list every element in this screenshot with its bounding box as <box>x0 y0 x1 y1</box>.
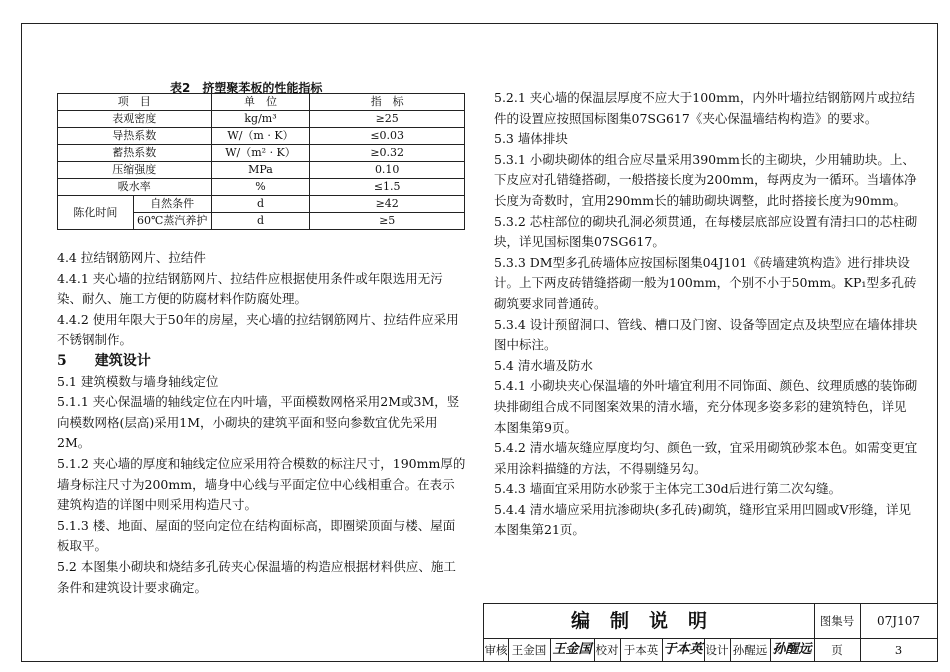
row-item: 压缩强度 <box>58 162 212 179</box>
reviewer-signature: 王金国 <box>550 639 595 661</box>
left-column <box>57 248 467 598</box>
row-value: ≥42 <box>310 196 465 213</box>
row-unit: kg/m³ <box>211 111 310 128</box>
row-value: ≤1.5 <box>310 179 465 196</box>
paragraph: 5.4.2 清水墙灰缝应厚度均匀、颜色一致，宜采用砌筑砂浆本色。如需变更宜采用涂料描缝的方法，不得剔缝另勾。 <box>494 440 918 476</box>
row-item: 导热系数 <box>58 128 212 145</box>
page-label: 页 <box>814 639 861 661</box>
paragraph: 5.1 建筑模数与墙身轴线定位 <box>57 373 219 389</box>
table-row <box>58 196 465 213</box>
checker-signature: 于本英 <box>662 639 705 661</box>
table-row <box>58 162 465 179</box>
paragraph: 5.2 本图集小砌块和烧结多孔砖夹心保温墙的构造应根据材料供应、施工条件和建筑设计要求确定。 <box>57 558 456 595</box>
checker-name: 于本英 <box>620 639 663 661</box>
header-unit: 单 位 <box>211 94 310 111</box>
paragraph: 5.3.2 芯柱部位的砌块孔洞必须贯通，在每楼层底部应设置有清扫口的芯柱砌块，详见国标图集07SG617。 <box>494 213 918 250</box>
table-row <box>58 145 465 162</box>
title-block-row <box>484 604 938 639</box>
group-label: 陈化时间 <box>58 196 134 230</box>
row-item: 自然条件 <box>133 196 211 213</box>
title-block <box>483 603 938 662</box>
atlas-label: 图集号 <box>814 604 861 638</box>
row-unit: MPa <box>211 162 310 179</box>
paragraph: 5.4.1 小砌块夹心保温墙的外叶墙宜利用不同饰面、颜色、纹理质感的装饰砌块排砌组合成不同图案效果的清水墙，充分体现多姿多彩的建筑特色，详见本图集第9页。 <box>494 378 918 435</box>
row-value: 0.10 <box>310 162 465 179</box>
reviewer-name: 王金国 <box>508 639 551 661</box>
page-number: 3 <box>894 643 903 657</box>
paragraph: 4.4.2 使用年限大于50年的房屋，夹心墙的拉结钢筋网片、拉结件应采用不锈钢制作。 <box>57 311 459 348</box>
row-unit: d <box>211 213 310 230</box>
table-row <box>58 128 465 145</box>
paragraph: 5.1.1 夹心保温墙的轴线定位在内叶墙，平面模数网格采用2M或3M，竖向模数网格(层高)采用1M，小砌块的建筑平面和竖向参数宜优先采用2M。 <box>57 394 460 451</box>
row-unit: W/（m · K） <box>211 128 310 145</box>
paragraph: 5.4 清水墙及防水 <box>494 357 593 373</box>
atlas-number: 07J107 <box>877 614 920 628</box>
check-label: 校对 <box>594 639 621 661</box>
paragraph: 5.4.3 墙面宜采用防水砂浆于主体完工30d后进行第二次勾缝。 <box>494 481 842 497</box>
design-label: 设计 <box>704 639 731 661</box>
row-unit: % <box>211 179 310 196</box>
right-column <box>494 88 918 541</box>
paragraph: 5.2.1 夹心墙的保温层厚度不应大于100mm，内外叶墙拉结钢筋网片或拉结件的设置应按照国标图集07SG617《夹心保温墙结构构造》的要求。 <box>494 90 915 126</box>
table-row <box>58 179 465 196</box>
table-header-row <box>58 94 465 111</box>
paragraph: 5.3.3 DM型多孔砖墙体应按国标图集04J101《砖墙建筑构造》进行排块设计。上下两皮砖错缝搭砌一般为100mm，个别不小于50mm。KP₁型多孔砖砌筑要求同普通砖。 <box>494 254 917 311</box>
signature-row <box>484 639 938 661</box>
designer-name: 孙醒远 <box>730 639 771 661</box>
row-value: ≥25 <box>310 111 465 128</box>
table-title: 表2 挤塑聚苯板的性能指标 <box>170 81 323 95</box>
table-row <box>58 111 465 128</box>
row-value: ≤0.03 <box>310 128 465 145</box>
header-value: 指 标 <box>310 94 465 111</box>
row-unit: d <box>211 196 310 213</box>
paragraph: 5.4.4 清水墙应采用抗渗砌块(多孔砖)砌筑，缝形宜采用凹圆或V形缝，详见本图集第21页。 <box>494 501 912 538</box>
row-item: 60℃蒸汽养护 <box>133 213 211 230</box>
paragraph: 5.1.2 夹心墙的厚度和轴线定位应采用符合模数的标注尺寸，190mm厚的墙身标注尺寸为200mm，墙身中心线与平面定位中心线相重合。在表示建筑构造的详图中则采用构造尺寸。 <box>57 455 466 513</box>
paragraph: 4.4 拉结钢筋网片、拉结件 <box>57 250 206 265</box>
header-item: 项 目 <box>58 94 212 111</box>
review-label: 审核 <box>484 639 509 661</box>
paragraph: 5.3.1 小砌块砌体的组合应尽量采用390mm长的主砌块，少用辅助块。上、下皮应对孔错缝搭砌，一般搭接长度为200mm，每两皮为一循环。当墙体净长度为奇数时，宜用290mm长的辅助砌块调整，此时搭接长度为90mm。 <box>494 151 917 208</box>
paragraph: 5.3 墙体排块 <box>494 131 568 147</box>
paragraph: 5.3.4 设计预留洞口、管线、槽口及门窗、设备等固定点及块型应在墙体排块图中标注。 <box>494 316 918 353</box>
row-unit: W/（m² · K） <box>211 145 310 162</box>
row-value: ≥5 <box>310 213 465 230</box>
section-heading: 5 建筑设计 <box>57 352 151 369</box>
row-item: 吸水率 <box>58 179 212 196</box>
row-value: ≥0.32 <box>310 145 465 162</box>
row-item: 表观密度 <box>58 111 212 128</box>
designer-signature: 孙醒远 <box>770 639 815 661</box>
row-item: 蓄热系数 <box>58 145 212 162</box>
paragraph: 5.1.3 楼、地面、屋面的竖向定位在结构面标高，即圈梁顶面与楼、屋面板取平。 <box>57 517 456 554</box>
drawing-title: 编制说明 <box>484 604 815 638</box>
properties-table <box>57 93 465 230</box>
paragraph: 4.4.1 夹心墙的拉结钢筋网片、拉结件应根据使用条件或年限选用无污染、耐久、施工方便的防腐材料作防腐处理。 <box>57 270 443 307</box>
